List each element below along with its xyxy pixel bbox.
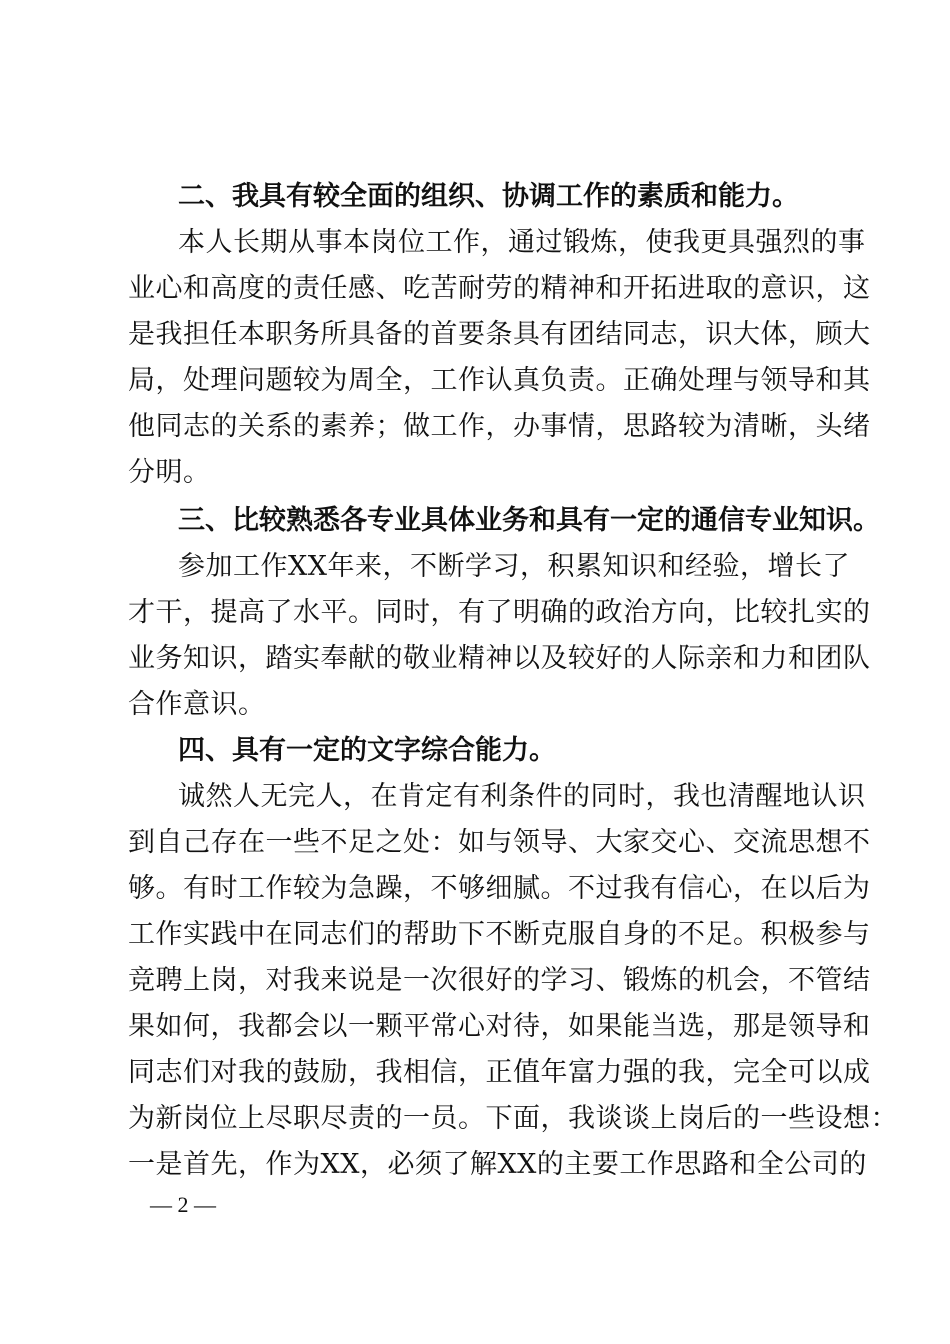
section-heading: 二、我具有较全面的组织、协调工作的素质和能力。 [178,181,799,212]
paragraph-line: 局，处理问题较为周全，工作认真负责。正确处理与领导和其 [128,365,871,396]
paragraph-line: 是我担任本职务所具备的首要条具有团结同志，识大体，顾大 [128,319,871,350]
paragraph-line: 够。有时工作较为急躁，不够细腻。不过我有信心，在以后为 [128,873,871,904]
paragraph-line: 一是首先，作为XX，必须了解XX的主要工作思路和全公司的 [128,1149,867,1180]
paragraph-line: 到自己存在一些不足之处：如与领导、大家交心、交流思想不 [128,827,871,858]
paragraph-line: 为新岗位上尽职尽责的一员。下面，我谈谈上岗后的一些设想： [128,1103,898,1134]
section-heading: 三、比较熟悉各专业具体业务和具有一定的通信专业知识。 [178,505,880,536]
paragraph-line: 他同志的关系的素养；做工作，办事情，思路较为清晰，头绪 [128,411,871,442]
paragraph-line: 工作实践中在同志们的帮助下不断克服自身的不足。积极参与 [128,919,871,950]
paragraph-line: 本人长期从事本岗位工作，通过锻炼，使我更具强烈的事 [178,227,866,258]
page-number: — 2 — [150,1192,216,1217]
paragraph-line: 业务知识，踏实奉献的敬业精神以及较好的人际亲和力和团队 [128,643,871,674]
paragraph-line: 合作意识。 [128,689,266,720]
section-heading: 四、具有一定的文字综合能力。 [178,735,556,766]
paragraph-line: 才干，提高了水平。同时，有了明确的政治方向，比较扎实的 [128,597,871,628]
paragraph-line: 果如何，我都会以一颗平常心对待，如果能当选，那是领导和 [128,1011,871,1042]
paragraph-line: 同志们对我的鼓励，我相信，正值年富力强的我，完全可以成 [128,1057,871,1088]
paragraph-line: 诚然人无完人，在肯定有利条件的同时，我也清醒地认识 [178,781,866,812]
paragraph-line: 参加工作XX年来，不断学习，积累知识和经验，增长了 [178,551,850,582]
paragraph-line: 业心和高度的责任感、吃苦耐劳的精神和开拓进取的意识，这 [128,273,871,304]
paragraph-line: 竞聘上岗，对我来说是一次很好的学习、锻炼的机会，不管结 [128,965,871,996]
paragraph-line: 分明。 [128,457,211,488]
